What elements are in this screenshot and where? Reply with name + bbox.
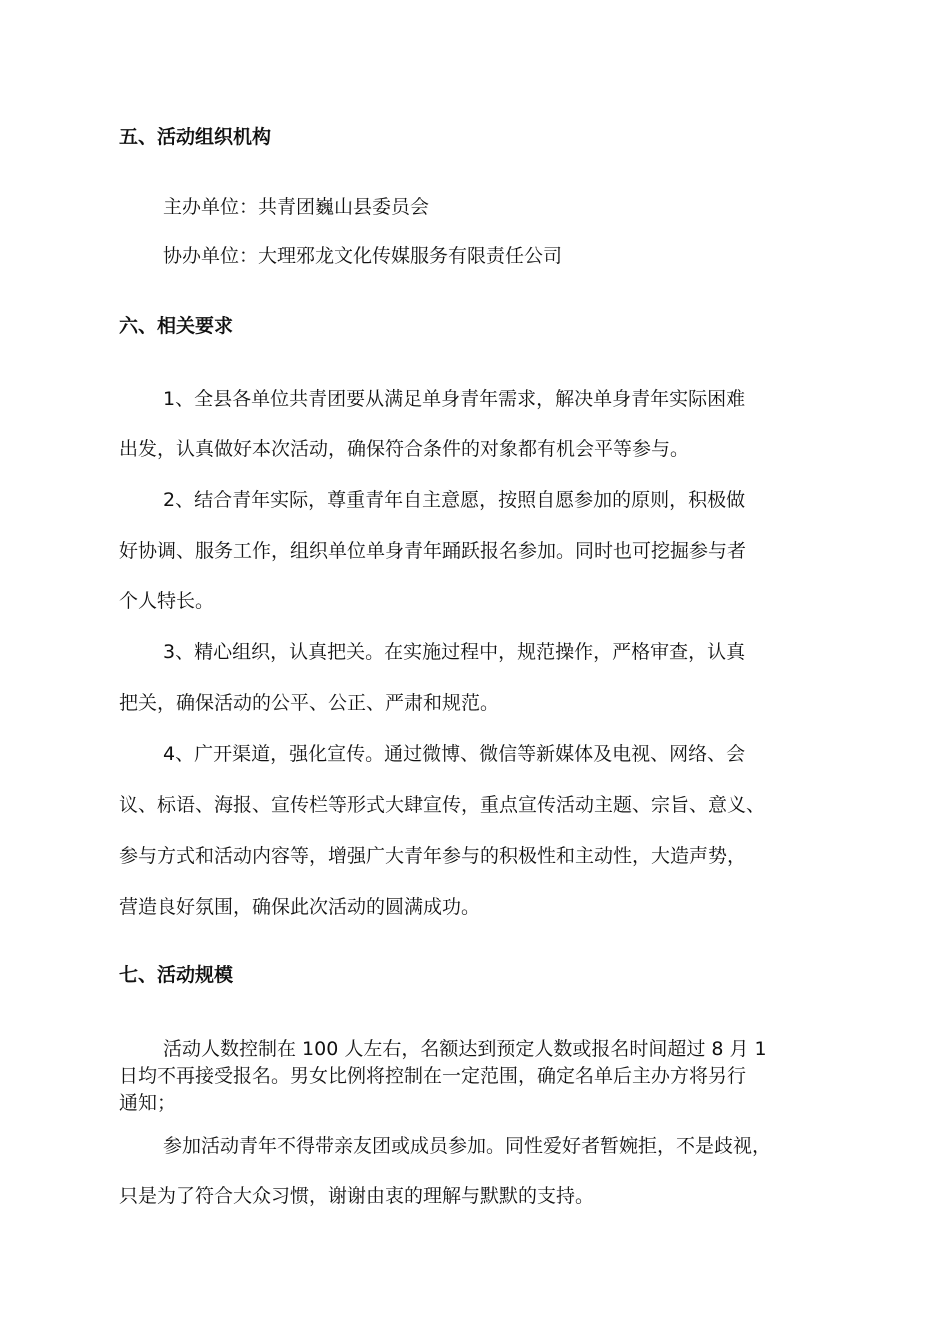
requirement-3-line-1: 3、精心组织，认真把关。在实施过程中，规范操作，严格审查，认真 — [163, 641, 746, 663]
scale-para-2-line-1: 参加活动青年不得带亲友团或成员参加。同性爱好者暂婉拒，不是歧视， — [163, 1135, 772, 1157]
section-heading-scale: 七、活动规模 — [119, 964, 234, 986]
requirement-2-line-2: 好协调、服务工作，组织单位单身青年踊跃报名参加。同时也可挖掘参与者 — [119, 540, 747, 562]
requirement-4-line-3: 参与方式和活动内容等，增强广大青年参与的积极性和主动性，大造声势， — [119, 845, 747, 867]
scale-para-1-line-2: 日均不再接受报名。男女比例将控制在一定范围，确定名单后主办方将另行 — [119, 1065, 747, 1087]
requirement-1-line-2: 出发，认真做好本次活动，确保符合条件的对象都有机会平等参与。 — [119, 438, 690, 460]
requirement-4-line-4: 营造良好氛围，确保此次活动的圆满成功。 — [119, 896, 481, 918]
requirement-2-line-1: 2、结合青年实际，尊重青年自主意愿，按照自愿参加的原则，积极做 — [163, 489, 746, 511]
section-heading-organization: 五、活动组织机构 — [119, 126, 272, 148]
cohost-unit: 协办单位：大理邪龙文化传媒服务有限责任公司 — [163, 245, 563, 267]
scale-para-2-line-2: 只是为了符合大众习惯，谢谢由衷的理解与默默的支持。 — [119, 1185, 595, 1207]
host-unit: 主办单位：共青团巍山县委员会 — [163, 196, 430, 218]
section-heading-requirements: 六、相关要求 — [119, 315, 234, 337]
requirement-4-line-1: 4、广开渠道，强化宣传。通过微博、微信等新媒体及电视、网络、会 — [163, 743, 746, 765]
requirement-3-line-2: 把关，确保活动的公平、公正、严肃和规范。 — [119, 692, 500, 714]
scale-para-1-line-1: 活动人数控制在 100 人左右，名额达到预定人数或报名时间超过 8 月 1 — [163, 1038, 767, 1060]
requirement-2-line-3: 个人特长。 — [119, 590, 215, 612]
requirement-4-line-2: 议、标语、海报、宣传栏等形式大肆宣传，重点宣传活动主题、宗旨、意义、 — [119, 794, 766, 816]
scale-para-1-line-3: 通知； — [119, 1092, 177, 1114]
requirement-1-line-1: 1、全县各单位共青团要从满足单身青年需求，解决单身青年实际困难 — [163, 388, 746, 410]
